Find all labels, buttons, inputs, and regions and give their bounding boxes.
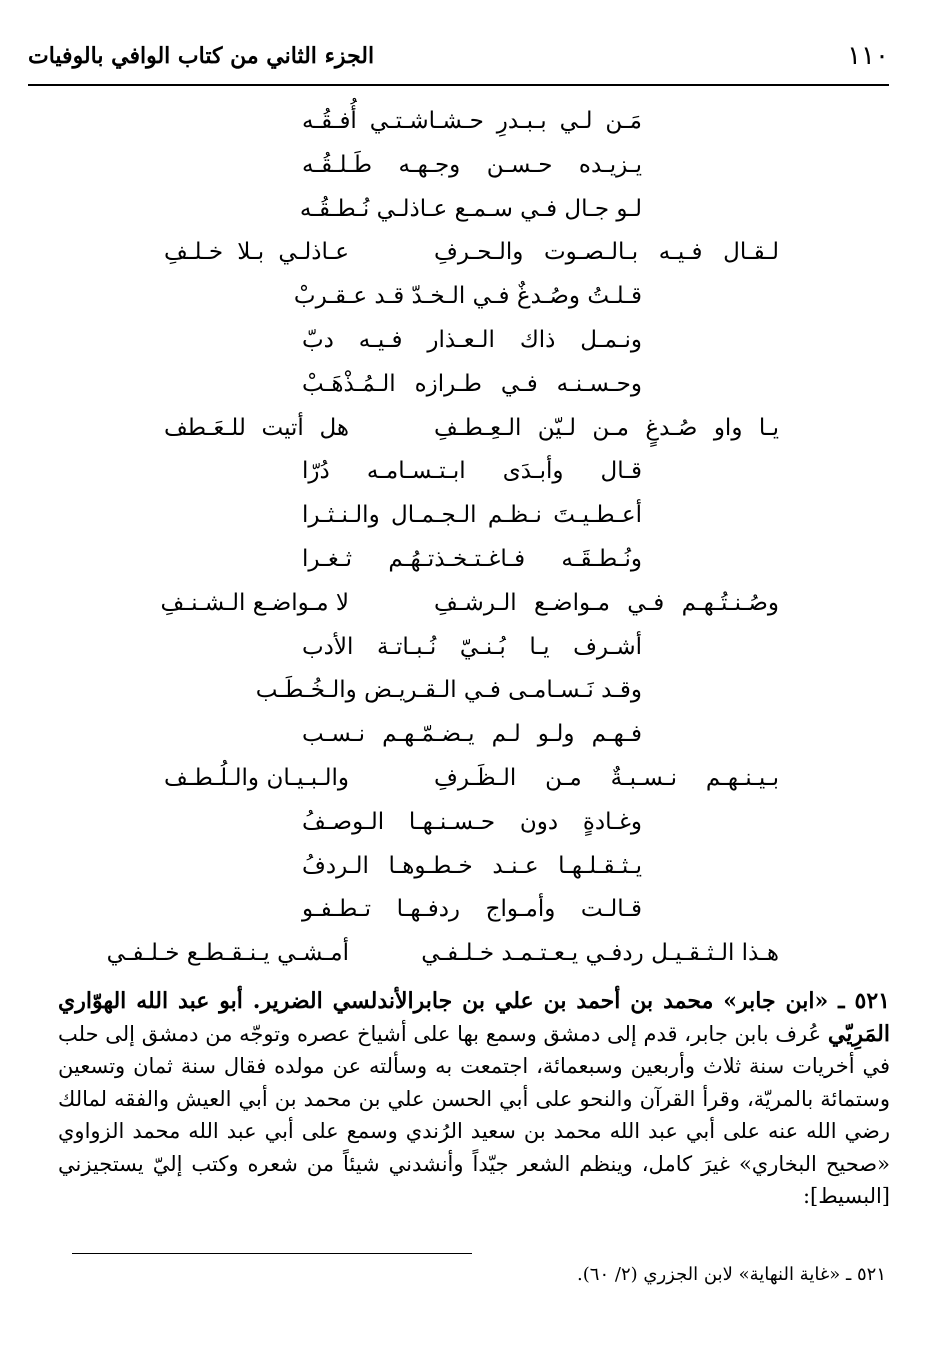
verse-first-hemistich: يـزيـده حـسـن وجـهـه طَـلـقُـه — [302, 151, 642, 178]
verse-first-hemistich: قـال وأبـدَى ابـتـسـامـه دُرّا — [302, 458, 642, 485]
footnote-rule — [72, 1253, 472, 1254]
verse-first-hemistich: هـذا الـثـقـيـل ردفـي يـعـتـمـد خـلـفـي — [421, 940, 779, 967]
verse-line — [0, 450, 944, 494]
verse-line — [0, 888, 944, 932]
verse-line — [0, 801, 944, 845]
verse-line — [0, 494, 944, 538]
entry-body: عُرف بابن جابر، قدم إلى دمشق وسمع بها على أشياخ عصره وتوجّه من دمشق إلى حلب في أخريات سنة ثلاث وأربعين وسبعمائة، اجتمعت به وسألته عن مولده فقال سنة ثمان وتسعين وستمائة بالمريّة، وقرأ القرآن والنحو على أبي الحسن علي بن محمد بن أبي العيش والفقه لمالك رضي الله عنه على أبي عبد الله محمد بن سعيد الرُندي وسمع على أبي عبد الله محمد الزواوي «صحيح البخاري» غيرَ كامل، وينظم الشعر جيّداً وأنشدني شيئاً من شعره وكتب إليّ يستجيزني [البسيط]: — [58, 1021, 890, 1208]
verse-line — [0, 538, 944, 582]
verse-line — [0, 757, 944, 801]
verse-second-hemistich: هل أتيت للـعَـطف — [164, 414, 349, 441]
verse-first-hemistich: ونـمـل ذاك الـعـذار فـيـه دبّ — [302, 326, 642, 353]
verse-first-hemistich: قـلـتُ وصُـدغٌ فـي الـخـدّ قـد عـقـربْ — [293, 283, 642, 310]
entry-heading: ٥٢١ ـ «ابن جابر» محمد بن أحمد بن علي بن جابرالأندلسي الضرير. أبو عبد الله الهوّاري المَرِيّي — [58, 988, 890, 1047]
verse-line — [0, 144, 944, 188]
verse-line — [0, 100, 944, 144]
verse-first-hemistich: بـيـنـهـم نـسـبـةٌ مـن الـظَـرفِ — [434, 764, 779, 791]
verse-first-hemistich: وغـادةٍ دون حـسـنـهـا الـوصـفُ — [302, 808, 642, 835]
verse-line — [0, 231, 944, 275]
verse-first-hemistich: ونُـطـقَـه فـاغـتـخـذتـهُـم ثـغـرا — [302, 545, 642, 572]
verse-first-hemistich: وقـد نَـسـامـى فـي الـقـريـض والـخُـطَـب — [255, 677, 642, 704]
verse-line — [0, 275, 944, 319]
verse-line — [0, 407, 944, 451]
verse-second-hemistich: والـبـيـان والـلُـطـف — [164, 764, 349, 791]
header-rule — [28, 84, 889, 86]
verse-first-hemistich: لـقـال فـيـه بـالـصـوت والـحـرفِ — [434, 239, 779, 266]
verse-first-hemistich: قـالـت وأمـواج ردفـهـا تـطـفـو — [302, 896, 642, 923]
verse-line — [0, 669, 944, 713]
verse-first-hemistich: لـو جـال فـي سـمـع عـاذلـي نُـطـقُـه — [299, 195, 642, 222]
biography-entry — [58, 985, 890, 1213]
verse-line — [0, 626, 944, 670]
verse-line — [0, 319, 944, 363]
verse-first-hemistich: أشـرف يـا بُـنـيّ نُـبـاتـة الأدب — [302, 633, 642, 660]
verse-first-hemistich: يـثـقـلـهـا عـنـد خـطـوهـا الـردفُ — [302, 852, 642, 879]
page-number: ١١٠ — [847, 41, 889, 71]
verse-line — [0, 845, 944, 889]
verse-second-hemistich: لا مـواضـع الـشـنـفِ — [160, 589, 349, 616]
verse-line — [0, 932, 944, 976]
verse-first-hemistich: فـهـم ولـو لـم يـضـمّـهـم نـسـب — [302, 721, 642, 748]
verse-line — [0, 713, 944, 757]
footnote: ٥٢١ ـ «غاية النهاية» لابن الجزري (٢/ ٦٠). — [577, 1264, 886, 1285]
verse-first-hemistich: يـا واو صُـدغٍ مـن لـيّن الـعِـطـفِ — [434, 414, 779, 441]
verse-line — [0, 582, 944, 626]
verse-first-hemistich: وحـسـنـه فـي طـرازه الـمُـذْهَـبْ — [302, 370, 642, 397]
verse-second-hemistich: عـاذلـي بـلا خـلـفِ — [164, 239, 349, 266]
verse-first-hemistich: وصُـنـتُـهـم فـي مـواضـع الـرشـفِ — [434, 589, 779, 616]
verse-line — [0, 363, 944, 407]
verse-second-hemistich: أمـشـي يـنـقـطـع خـلـفـي — [106, 940, 349, 967]
verse-line — [0, 188, 944, 232]
running-title: الجزء الثاني من كتاب الوافي بالوفيات — [28, 43, 375, 69]
poem — [0, 100, 944, 976]
page-header — [28, 36, 889, 76]
verse-first-hemistich: أعـطـيـتَ نـظـم الـجـمـال والـنـثـرا — [302, 502, 642, 529]
verse-first-hemistich: مَـن لـي بـبـدرِ حـشـاشـتـي أُفـقُـه — [302, 108, 642, 134]
